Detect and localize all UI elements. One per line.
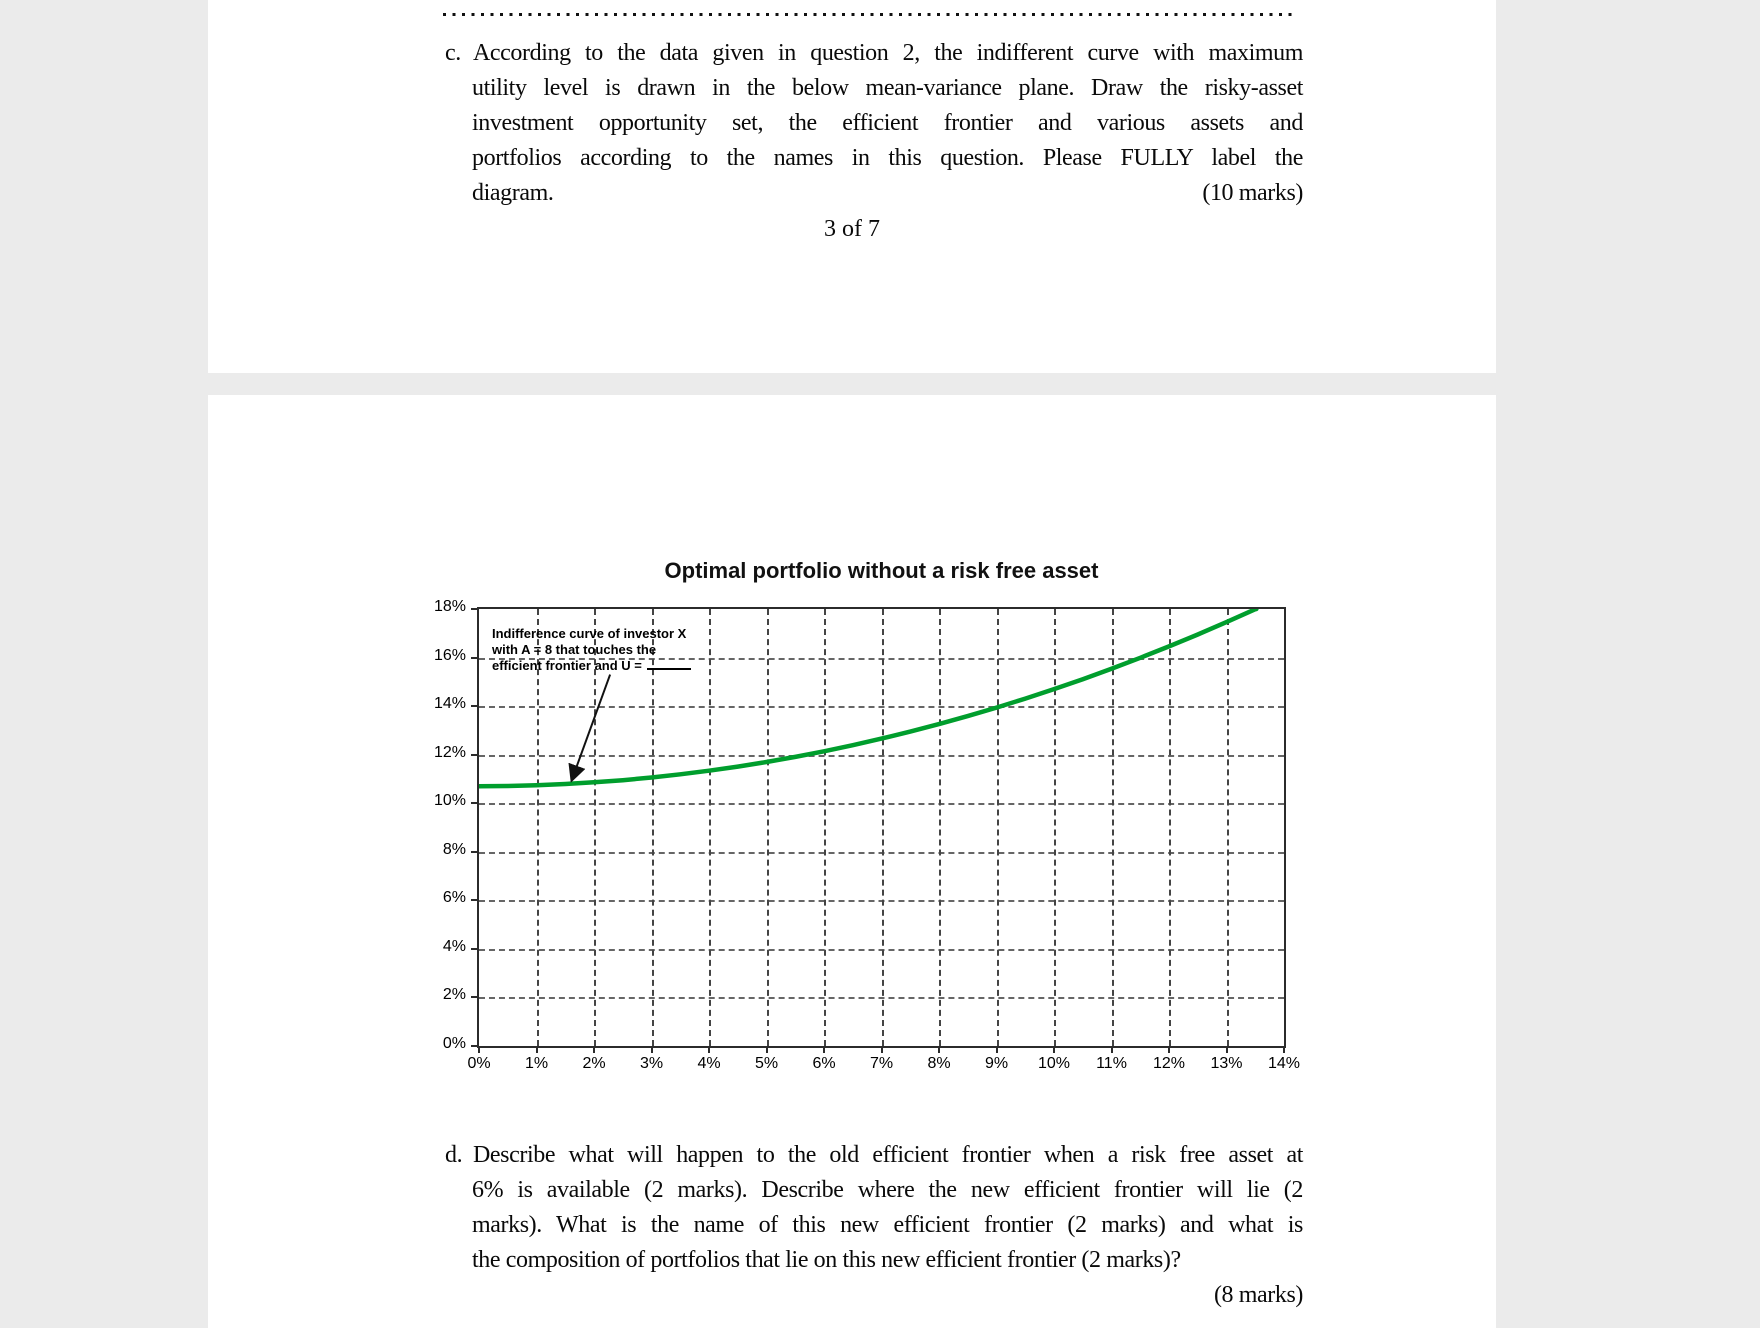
x-axis-tick-label: 4% [697,1055,721,1072]
question-c-paragraph [445,36,1303,211]
y-axis-tick [471,754,479,756]
x-axis-tick-label: 1% [524,1055,549,1072]
x-axis-tick-label: 5% [754,1055,779,1072]
x-axis-tick [593,1046,595,1053]
x-axis-tick-label: 2% [582,1055,606,1072]
y-axis-tick-label: 6% [442,889,466,907]
x-axis-tick-label: 3% [639,1055,664,1072]
y-axis-tick-label: 14% [433,695,466,713]
x-axis-tick [996,1046,998,1053]
chart-plot-area [477,607,1286,1048]
question-c-marker: c. [445,40,461,66]
x-axis-tick [536,1046,538,1053]
annotation-arrow [572,675,610,779]
chart-annotation: Indifference curve of investor X with A = 8 that touches the efficient frontier and U = [492,626,722,674]
y-axis-tick-label: 8% [442,840,466,858]
chart-title: Optimal portfolio without a risk free asset [664,558,1099,583]
y-axis-tick-label: 18% [433,598,466,615]
question-c-marks: (10 marks) [1202,180,1303,206]
y-axis-tick [471,705,479,707]
y-axis-tick [471,657,479,659]
indifference-curve [479,609,1284,1046]
y-axis-tick [471,899,479,901]
question-d-marks: (8 marks) [1213,1282,1303,1308]
y-axis-tick-label: 10% [433,792,466,810]
x-axis-tick [938,1046,940,1053]
x-axis-tick [708,1046,710,1053]
question-d-paragraph [445,1138,1303,1313]
question-d-line: d. Describe what will happen to the old efficient frontier when a risk free asset at [445,1138,1303,1173]
x-axis-tick-label: 7% [869,1055,894,1072]
y-axis-tick [471,851,479,853]
y-axis-tick [471,948,479,950]
y-axis-tick-label: 2% [442,986,466,1004]
dotted-separator-line [443,13,1297,16]
x-axis-tick [881,1046,883,1053]
page-number: 3 of 7 [824,216,880,242]
y-axis-tick [471,802,479,804]
document-page-3 [208,0,1496,373]
x-axis-tick-label: 0% [467,1055,491,1072]
x-axis-tick [766,1046,768,1053]
x-axis-tick [478,1046,480,1053]
y-axis-tick-label: 12% [433,743,466,761]
y-axis-tick-label: 0% [442,1035,466,1052]
question-d-line: marks). What is the name of this new efficient frontier (2 marks) and what is [472,1212,1303,1238]
question-c-line: diagram. (10 marks) [445,176,1303,211]
question-d-line: 6% is available (2 marks). Describe where the new efficient frontier will lie (2 [472,1177,1303,1203]
question-c-line: utility level is drawn in the below mean-variance plane. Draw the risky-asset [472,75,1303,101]
x-axis-tick-label: 12% [1152,1055,1186,1072]
question-c-line: portfolios according to the names in this question. Please FULLY label the [472,145,1303,171]
y-axis-tick-label: 4% [442,937,466,955]
x-axis-tick-label: 11% [1096,1055,1127,1072]
question-c-line: investment opportunity set, the efficient frontier and various assets and [472,110,1303,136]
question-c-line: c. According to the data given in question 2, the indifferent curve with maximum [445,36,1303,71]
x-axis-tick-label: 13% [1210,1055,1243,1072]
y-axis-tick [471,608,479,610]
y-axis-tick [471,996,479,998]
document-page-4 [208,395,1496,1328]
x-axis-tick [1111,1046,1113,1053]
question-d-marker: d. [445,1142,463,1168]
x-axis-tick-label: 8% [927,1055,951,1072]
question-d-line: the composition of portfolios that lie on this new efficient frontier (2 marks)? [472,1247,1181,1273]
y-axis-tick-label: 16% [433,646,466,664]
x-axis-tick [1168,1046,1170,1053]
x-axis-tick-label: 9% [984,1055,1009,1072]
x-axis-tick-label: 10% [1037,1055,1071,1072]
x-axis-tick [651,1046,653,1053]
x-axis-tick [1226,1046,1228,1053]
u-value-blank [647,657,691,670]
x-axis-tick [823,1046,825,1053]
x-axis-tick-label: 14% [1267,1055,1301,1072]
x-axis-tick [1283,1046,1285,1053]
x-axis-tick-label: 6% [812,1055,836,1072]
question-d-line [445,1278,1303,1313]
x-axis-tick [1053,1046,1055,1053]
